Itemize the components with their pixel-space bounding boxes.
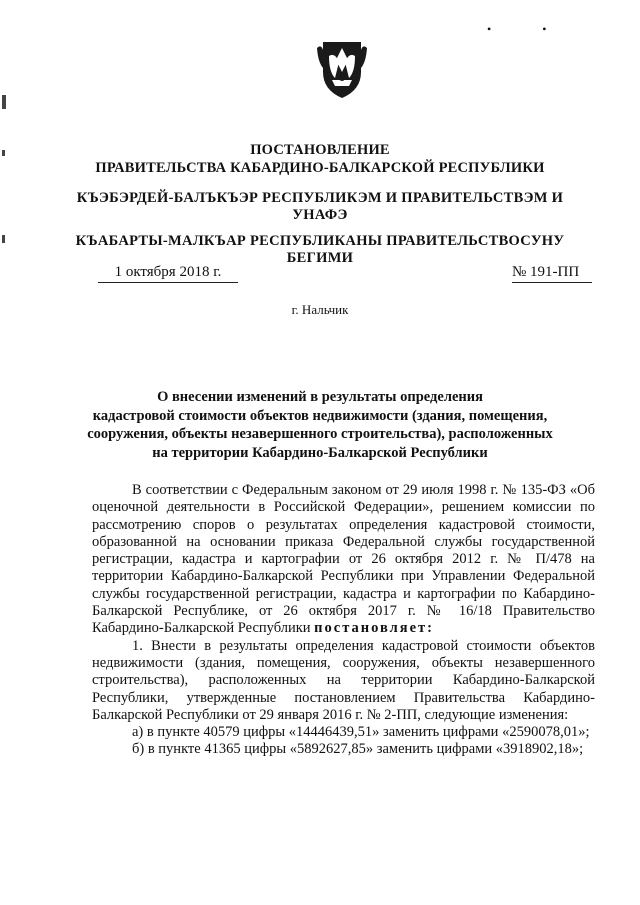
- authority-kbd-line2: УНАФЭ: [292, 207, 348, 223]
- document-type-title: ПОСТАНОВЛЕНИЕ: [250, 142, 390, 158]
- authority-krc-line2: БЕГИМИ: [286, 250, 354, 266]
- subject-line: О внесении изменений в результаты определения: [157, 389, 483, 405]
- coat-of-arms-emblem: [315, 38, 369, 100]
- authority-krc-line1: КЪАБАРТЫ-МАЛКЪАР РЕСПУБЛИКАНЫ ПРАВИТЕЛЬСТВОСУНУ: [75, 233, 565, 249]
- item-1-paragraph: 1. Внести в результаты определения кадастровой стоимости объектов недвижимости (здания, помещения, сооружения, объекты незавершенного строительства), расположенных на территории Кабардино-Балкарской Республики, утвержденные постановлением Правительства Кабардино-Балкарской Республики от 29 января 2016 г. № 2-ПП, следующие изменения:: [92, 637, 595, 723]
- item-b-paragraph: б) в пункте 41365 цифры «5892627,85» заменить цифрами «3918902,18»;: [132, 741, 584, 758]
- document-number: № 191-ПП: [512, 264, 592, 283]
- resolves-word: постановляет:: [314, 620, 434, 637]
- authority-kbd-line1: КЪЭБЭРДЕЙ-БАЛЪКЪЭР РЕСПУБЛИКЭМ И ПРАВИТЕЛЬСТВЭМ И: [76, 190, 564, 206]
- document-date: 1 октября 2018 г.: [98, 264, 238, 283]
- scan-margin-mark: [2, 95, 6, 109]
- preamble-text: В соответствии с Федеральным законом от 29 июля 1998 г. № 135-ФЗ «Об оценочной деятельности в Российской Федерации», решением комиссии по рассмотрению споров о результатах определения кадастровой стоимости, образованной на основании приказа Федеральной службы государственной регистрации, кадастра и картографии от 26 октября 2012 г. № П/478 на территории Кабардино-Балкарской Республики при Управлении Федеральной службы государственной регистрации, кадастра и картографии по Кабардино-Балкарской Республике, от 26 октября 2017 г. № 16/18 Правительство Кабардино-Балкарской Республики: [92, 482, 595, 637]
- authority-ru: ПРАВИТЕЛЬСТВА КАБАРДИНО-БАЛКАРСКОЙ РЕСПУБЛИКИ: [95, 160, 545, 176]
- document-body: [92, 482, 595, 759]
- preamble-paragraph: [92, 482, 595, 638]
- subject-line: сооружения, объекты незавершенного строительства), расположенных: [87, 426, 553, 442]
- subject-line: на территории Кабардино-Балкарской Республики: [152, 444, 488, 461]
- city: г. Нальчик: [291, 302, 349, 317]
- subject-heading: [0, 388, 640, 462]
- subject-line: кадастровой стоимости объектов недвижимости (здания, помещения,: [92, 407, 548, 424]
- item-a-paragraph: а) в пункте 40579 цифры «14446439,51» заменить цифрами «2590078,01»;: [132, 724, 590, 741]
- scan-dots: • •: [487, 22, 571, 36]
